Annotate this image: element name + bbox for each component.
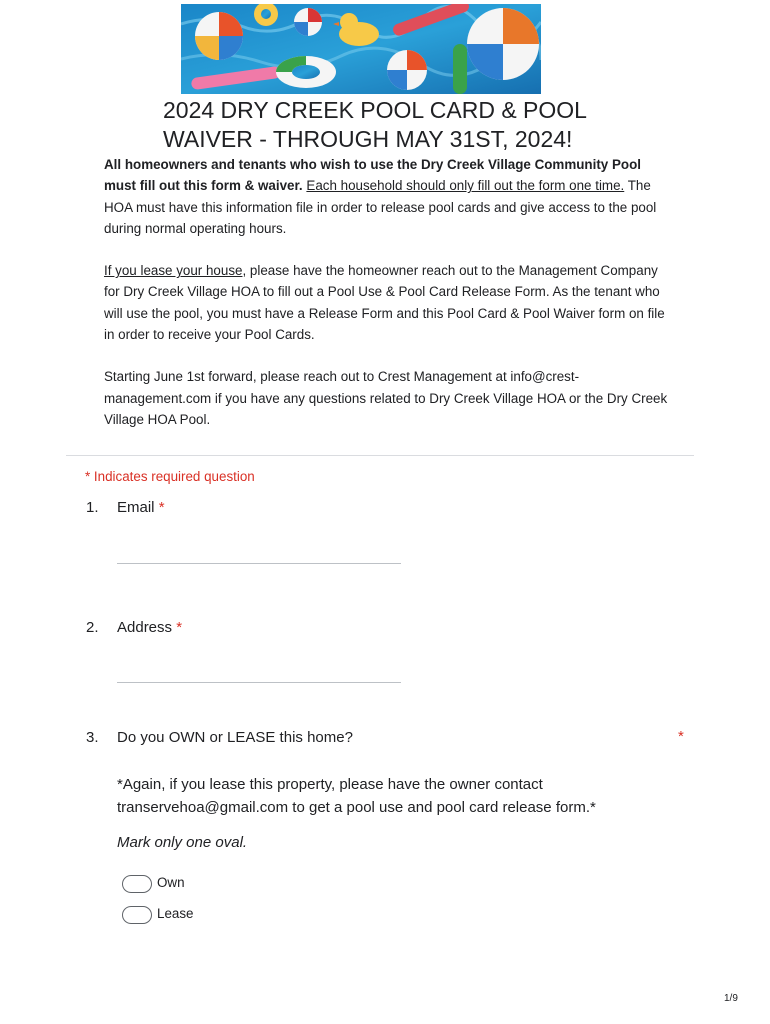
intro-text: The HOA must have this information file in order to release pool cards and give access to the pool during normal operating hours. xyxy=(104,178,657,236)
intro-underlined-text: Each household should only fill out the form one time. xyxy=(306,178,625,194)
form-description xyxy=(104,154,676,451)
intro-paragraph-1 xyxy=(104,154,676,239)
intro-paragraph-3: Starting June 1st forward, please reach out to Crest Management at info@crest-management.com if you have any questions related to Dry Creek Village HOA or the Dry Creek Village HOA Pool. xyxy=(104,369,668,427)
question-3-description: *Again, if you lease this property, please have the owner contact transervehoa@gmail.com to get a pool use and pool card release form.* xyxy=(117,776,596,816)
address-field[interactable] xyxy=(117,682,401,683)
required-note: * Indicates required question xyxy=(85,469,255,484)
option-own-label: Own xyxy=(157,875,185,890)
oval-radio-icon[interactable] xyxy=(122,875,152,893)
oval-radio-icon[interactable] xyxy=(122,906,152,924)
form-title-line-2: WAIVER - THROUGH MAY 31ST, 2024! xyxy=(163,126,573,152)
address-label: Address xyxy=(117,619,173,636)
required-star: * xyxy=(176,619,183,636)
email-label: Email xyxy=(117,499,155,516)
pool-floats-banner xyxy=(181,4,541,94)
question-1-label xyxy=(117,499,165,516)
intro-bold-text: All homeowners and tenants who wish to use the Dry Creek Village Community Pool must fill out this form & waiver. xyxy=(104,157,641,194)
email-field[interactable] xyxy=(117,563,401,564)
question-1-number: 1. xyxy=(86,499,99,516)
intro-paragraph-2 xyxy=(104,260,676,345)
question-2-label xyxy=(117,619,182,636)
lease-underlined-text: If you lease your house xyxy=(104,263,243,279)
pool-floats-banner-icon xyxy=(181,4,541,94)
question-3-instruction: Mark only one oval. xyxy=(117,834,248,851)
option-lease-label: Lease xyxy=(157,906,194,921)
form-title-line-1: 2024 DRY CREEK POOL CARD & POOL xyxy=(163,97,587,123)
required-star: * xyxy=(158,499,165,516)
form-title xyxy=(163,96,623,154)
question-2-number: 2. xyxy=(86,619,99,636)
lease-text: , please have the homeowner reach out to the Management Company for Dry Creek Village HOA to fill out a Pool Use & Pool Card Release Form. As the tenant who will use the pool, you must have a Release Form and this Pool Card & Pool Waiver form on file in order to receive your Pool Cards. xyxy=(104,263,665,343)
page-number: 1/9 xyxy=(724,993,738,1004)
question-3-number: 3. xyxy=(86,729,99,746)
question-3-label: Do you OWN or LEASE this home? xyxy=(117,729,353,746)
section-divider xyxy=(66,455,694,456)
required-star: * xyxy=(678,728,684,745)
